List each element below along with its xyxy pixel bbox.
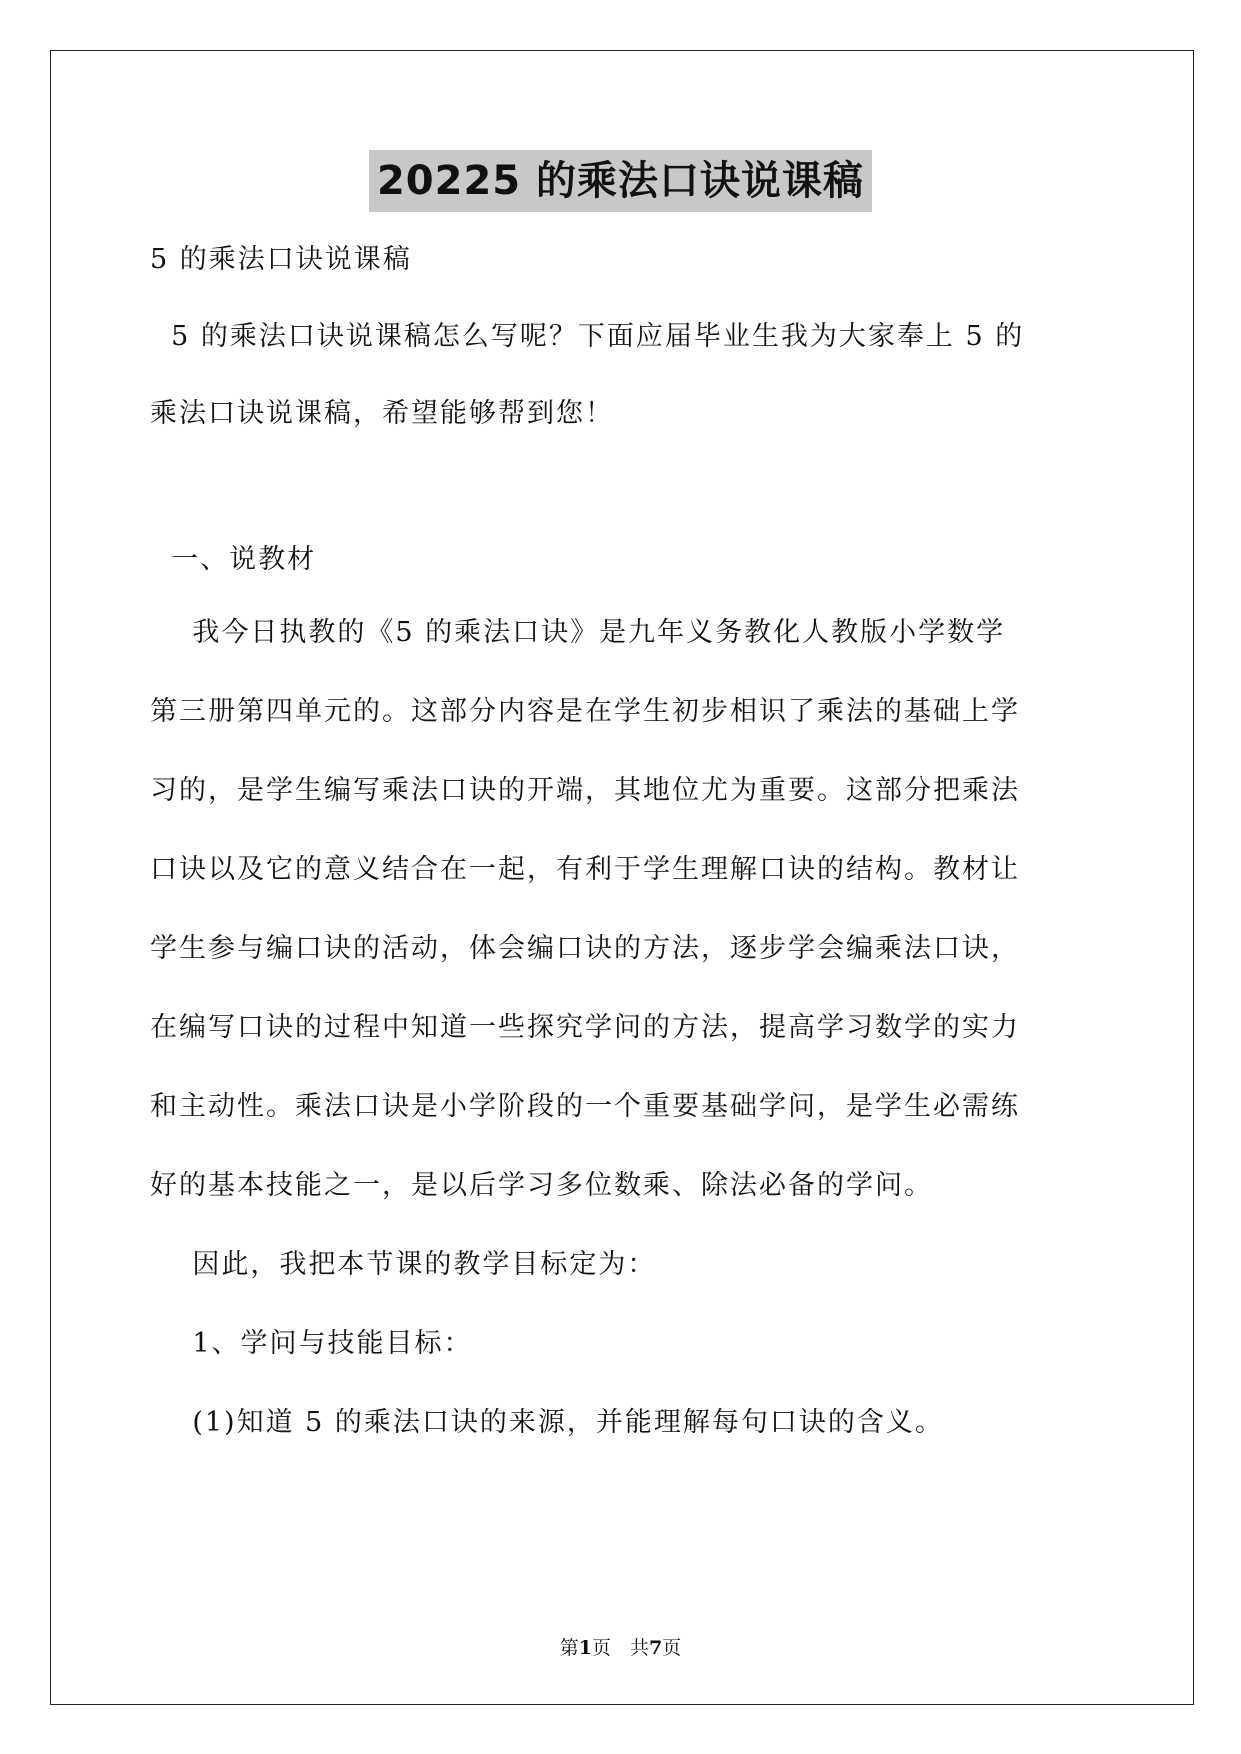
paragraph-line: 5 的乘法口诀说课稿怎么写呢？下面应届毕业生我为大家奉上 5 的 [150, 321, 1025, 352]
list-item: (1)知道 5 的乘法口诀的来源，并能理解每句口诀的含义。 [150, 1407, 944, 1438]
paragraph-line: 在编写口诀的过程中知道一些探究学问的方法，提高学习数学的实力 [150, 1012, 1020, 1043]
paragraph-line: 第三册第四单元的。这部分内容是在学生初步相识了乘法的基础上学 [150, 696, 1020, 727]
paragraph-line: 好的基本技能之一，是以后学习多位数乘、除法必备的学问。 [150, 1170, 933, 1201]
paragraph-line: 口诀以及它的意义结合在一起，有利于学生理解口诀的结构。教材让 [150, 854, 1020, 885]
paragraph-line: 学生参与编口诀的活动，体会编口诀的方法，逐步学会编乘法口诀， [150, 933, 1020, 964]
document-title: 20225 的乘法口诀说课稿 [369, 150, 872, 212]
paragraph-line: 我今日执教的《5 的乘法口诀》是九年义务教化人教版小学数学 [150, 617, 1006, 648]
document-title-wrap [0, 150, 1241, 212]
page-suffix: 页 [662, 1637, 682, 1659]
page-mid: 页 共 [591, 1637, 649, 1659]
paragraph-line: 乘法口诀说课稿，希望能够帮到您！ [150, 398, 614, 429]
page-total: 7 [649, 1637, 663, 1659]
paragraph-line: 因此，我把本节课的教学目标定为： [150, 1249, 657, 1280]
paragraph-line: 和主动性。乘法口诀是小学阶段的一个重要基础学问，是学生必需练 [150, 1091, 1020, 1122]
list-heading: 1、学问与技能目标： [150, 1328, 473, 1359]
section-heading: 一、说教材 [150, 544, 317, 575]
paragraph-line: 习的，是学生编写乘法口诀的开端，其地位尤为重要。这部分把乘法 [150, 775, 1020, 806]
page-current: 1 [578, 1637, 592, 1659]
subtitle-line: 5 的乘法口诀说课稿 [150, 244, 412, 275]
page-prefix: 第 [559, 1637, 579, 1659]
page-footer [0, 1635, 1241, 1661]
